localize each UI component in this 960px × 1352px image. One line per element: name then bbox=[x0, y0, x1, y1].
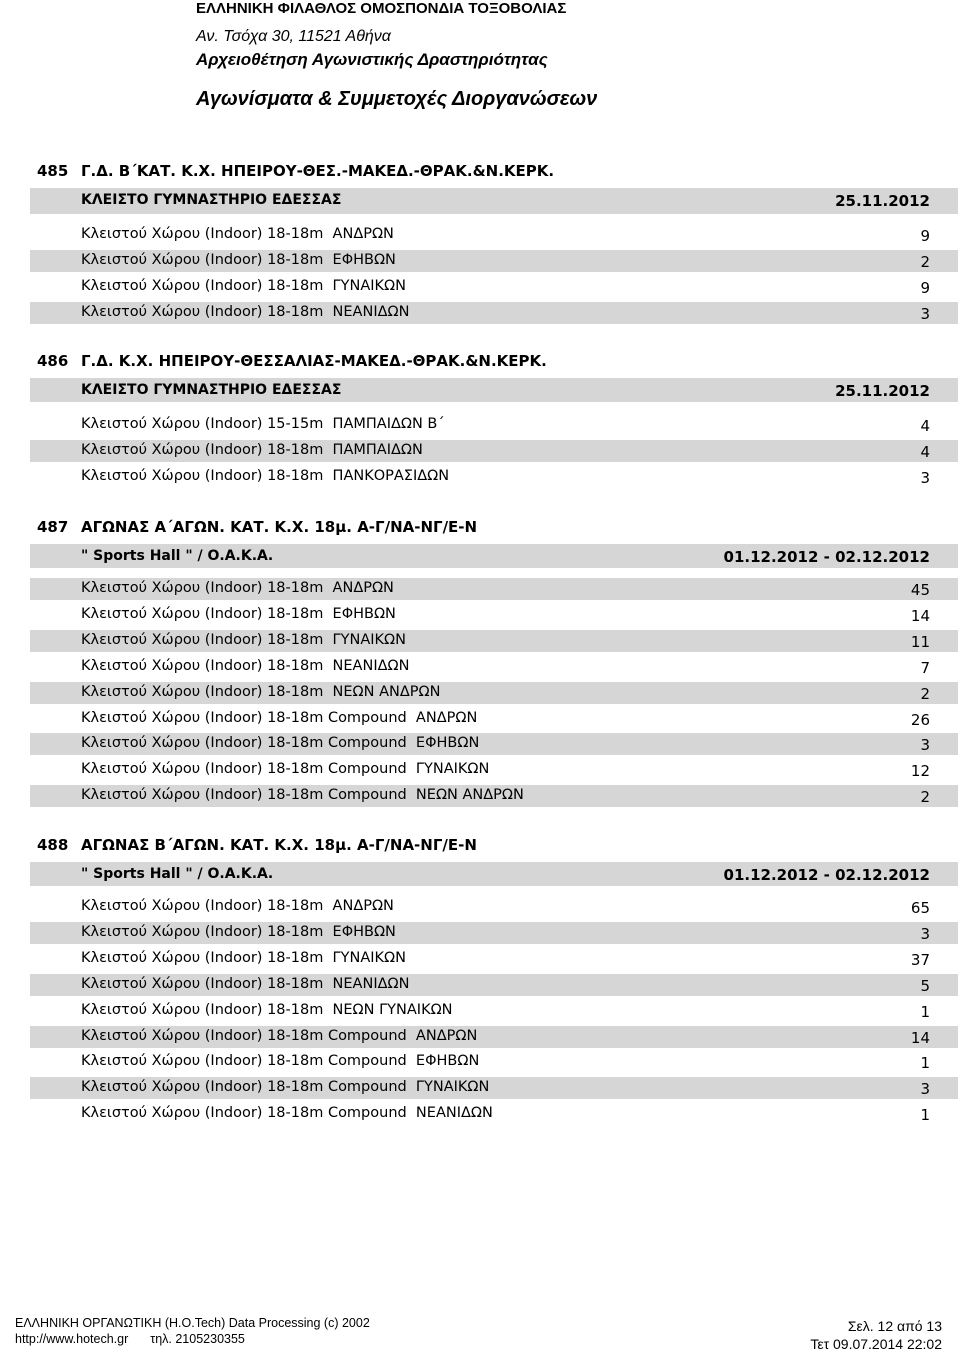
event-venue: ΚΛΕΙΣΤΟ ΓΥΜΝΑΣΤΗΡΙΟ ΕΔΕΣΣΑΣ bbox=[81, 192, 342, 208]
discipline-label: Κλειστού Χώρου (Indoor) 18-18m Compound ΝΕΑΝΙΔΩΝ bbox=[81, 1105, 493, 1121]
participant-count: 45 bbox=[910, 581, 930, 599]
participant-count: 5 bbox=[920, 977, 930, 995]
discipline-row bbox=[30, 1000, 930, 1022]
section-title: Αγωνίσματα & Συμμετοχές Διοργανώσεων bbox=[196, 88, 598, 110]
event-name: Γ.Δ. Κ.Χ. ΗΠΕΙΡΟΥ-ΘΕΣΣΑΛΙΑΣ-ΜΑΚΕΔ.-ΘΡΑΚ.&Ν.ΚΕΡΚ. bbox=[81, 352, 547, 370]
discipline-label: Κλειστού Χώρου (Indoor) 18-18m ΝΕΩΝ ΑΝΔΡΩΝ bbox=[81, 684, 441, 700]
print-timestamp: Τετ 09.07.2014 22:02 bbox=[810, 1336, 942, 1352]
discipline-row bbox=[30, 224, 930, 246]
event-name: ΑΓΩΝΑΣ Α΄ΑΓΩΝ. ΚΑΤ. Κ.Χ. 18μ. Α-Γ/ΝΑ-ΝΓ/Ε-Ν bbox=[81, 518, 478, 536]
event-venue: " Sports Hall " / Ο.Α.Κ.Α. bbox=[81, 548, 274, 564]
participant-count: 3 bbox=[920, 925, 930, 943]
participant-count: 26 bbox=[910, 711, 930, 729]
report-subtitle: Αρχειοθέτηση Αγωνιστικής Δραστηριότητας bbox=[196, 50, 548, 69]
discipline-row bbox=[30, 733, 958, 755]
footer-phone: τηλ. 2105230355 bbox=[150, 1332, 245, 1346]
discipline-row bbox=[30, 276, 930, 298]
discipline-label: Κλειστού Χώρου (Indoor) 18-18m ΑΝΔΡΩΝ bbox=[81, 898, 394, 914]
footer-contact bbox=[15, 1332, 245, 1346]
participant-count: 65 bbox=[910, 899, 930, 917]
discipline-row bbox=[30, 1103, 930, 1125]
event-date: 25.11.2012 bbox=[835, 192, 930, 210]
event-title bbox=[37, 518, 477, 536]
discipline-label: Κλειστού Χώρου (Indoor) 18-18m ΕΦΗΒΩΝ bbox=[81, 924, 396, 940]
event-date: 01.12.2012 - 02.12.2012 bbox=[723, 548, 930, 566]
event-date: 01.12.2012 - 02.12.2012 bbox=[723, 866, 930, 884]
participant-count: 9 bbox=[920, 279, 930, 297]
participant-count: 4 bbox=[920, 443, 930, 461]
discipline-row bbox=[30, 414, 930, 436]
participant-count: 3 bbox=[920, 736, 930, 754]
participant-count: 37 bbox=[910, 951, 930, 969]
participant-count: 14 bbox=[910, 1029, 930, 1047]
discipline-label: Κλειστού Χώρου (Indoor) 15-15m ΠΑΜΠΑΙΔΩΝ Β΄ bbox=[81, 416, 445, 432]
federation-address: Αν. Τσόχα 30, 11521 Αθήνα bbox=[196, 28, 391, 45]
discipline-label: Κλειστού Χώρου (Indoor) 18-18m ΠΑΝΚΟΡΑΣΙΔΩΝ bbox=[81, 468, 450, 484]
discipline-row bbox=[30, 302, 958, 324]
discipline-label: Κλειστού Χώρου (Indoor) 18-18m ΓΥΝΑΙΚΩΝ bbox=[81, 950, 406, 966]
participant-count: 2 bbox=[920, 253, 930, 271]
discipline-row bbox=[30, 466, 930, 488]
event-venue: ΚΛΕΙΣΤΟ ΓΥΜΝΑΣΤΗΡΙΟ ΕΔΕΣΣΑΣ bbox=[81, 382, 342, 398]
discipline-label: Κλειστού Χώρου (Indoor) 18-18m ΠΑΜΠΑΙΔΩΝ bbox=[81, 442, 423, 458]
participant-count: 2 bbox=[920, 788, 930, 806]
participant-count: 7 bbox=[920, 659, 930, 677]
participant-count: 3 bbox=[920, 305, 930, 323]
discipline-label: Κλειστού Χώρου (Indoor) 18-18m Compound ΑΝΔΡΩΝ bbox=[81, 710, 478, 726]
discipline-row bbox=[30, 974, 958, 996]
discipline-row bbox=[30, 922, 958, 944]
participant-count: 1 bbox=[920, 1106, 930, 1124]
event-number: 488 bbox=[37, 836, 69, 854]
discipline-label: Κλειστού Χώρου (Indoor) 18-18m ΕΦΗΒΩΝ bbox=[81, 252, 396, 268]
discipline-label: Κλειστού Χώρου (Indoor) 18-18m Compound ΑΝΔΡΩΝ bbox=[81, 1028, 478, 1044]
participant-count: 4 bbox=[920, 417, 930, 435]
event-title bbox=[37, 836, 477, 854]
discipline-label: Κλειστού Χώρου (Indoor) 18-18m Compound ΕΦΗΒΩΝ bbox=[81, 1053, 480, 1069]
event-number: 487 bbox=[37, 518, 69, 536]
discipline-label: Κλειστού Χώρου (Indoor) 18-18m ΝΕΑΝΙΔΩΝ bbox=[81, 658, 410, 674]
participant-count: 14 bbox=[910, 607, 930, 625]
event-date: 25.11.2012 bbox=[835, 382, 930, 400]
discipline-row bbox=[30, 759, 930, 781]
discipline-label: Κλειστού Χώρου (Indoor) 18-18m Compound ΕΦΗΒΩΝ bbox=[81, 735, 480, 751]
discipline-row bbox=[30, 630, 958, 652]
page-number: Σελ. 12 από 13 bbox=[847, 1318, 942, 1334]
discipline-row bbox=[30, 682, 958, 704]
discipline-label: Κλειστού Χώρου (Indoor) 18-18m ΕΦΗΒΩΝ bbox=[81, 606, 396, 622]
discipline-row bbox=[30, 656, 930, 678]
discipline-label: Κλειστού Χώρου (Indoor) 18-18m ΝΕΩΝ ΓΥΝΑΙΚΩΝ bbox=[81, 1002, 453, 1018]
participant-count: 3 bbox=[920, 1080, 930, 1098]
participant-count: 3 bbox=[920, 469, 930, 487]
discipline-row bbox=[30, 896, 930, 918]
event-number: 486 bbox=[37, 352, 69, 370]
discipline-label: Κλειστού Χώρου (Indoor) 18-18m Compound ΓΥΝΑΙΚΩΝ bbox=[81, 1079, 490, 1095]
discipline-label: Κλειστού Χώρου (Indoor) 18-18m ΑΝΔΡΩΝ bbox=[81, 580, 394, 596]
discipline-row bbox=[30, 1026, 958, 1048]
discipline-row bbox=[30, 578, 958, 600]
participant-count: 9 bbox=[920, 227, 930, 245]
participant-count: 11 bbox=[910, 633, 930, 651]
discipline-label: Κλειστού Χώρου (Indoor) 18-18m ΓΥΝΑΙΚΩΝ bbox=[81, 632, 406, 648]
discipline-label: Κλειστού Χώρου (Indoor) 18-18m ΑΝΔΡΩΝ bbox=[81, 226, 394, 242]
event-name: Γ.Δ. Β΄ΚΑΤ. Κ.Χ. ΗΠΕΙΡΟΥ-ΘΕΣ.-ΜΑΚΕΔ.-ΘΡΑΚ.&Ν.ΚΕΡΚ. bbox=[81, 162, 555, 180]
discipline-label: Κλειστού Χώρου (Indoor) 18-18m ΝΕΑΝΙΔΩΝ bbox=[81, 304, 410, 320]
discipline-label: Κλειστού Χώρου (Indoor) 18-18m ΓΥΝΑΙΚΩΝ bbox=[81, 278, 406, 294]
participant-count: 1 bbox=[920, 1054, 930, 1072]
discipline-row bbox=[30, 785, 958, 807]
discipline-label: Κλειστού Χώρου (Indoor) 18-18m ΝΕΑΝΙΔΩΝ bbox=[81, 976, 410, 992]
event-venue: " Sports Hall " / Ο.Α.Κ.Α. bbox=[81, 866, 274, 882]
discipline-row bbox=[30, 250, 958, 272]
event-name: ΑΓΩΝΑΣ Β΄ΑΓΩΝ. ΚΑΤ. Κ.Χ. 18μ. Α-Γ/ΝΑ-ΝΓ/Ε-Ν bbox=[81, 836, 477, 854]
event-title bbox=[37, 162, 554, 180]
participant-count: 1 bbox=[920, 1003, 930, 1021]
participant-count: 2 bbox=[920, 685, 930, 703]
discipline-row bbox=[30, 604, 930, 626]
discipline-label: Κλειστού Χώρου (Indoor) 18-18m Compound ΓΥΝΑΙΚΩΝ bbox=[81, 761, 490, 777]
participant-count: 12 bbox=[910, 762, 930, 780]
discipline-row bbox=[30, 1051, 930, 1073]
footer-company: ΕΛΛΗΝΙΚΗ ΟΡΓΑΝΩΤΙΚΗ (Η.Ο.Tech) Data Processing (c) 2002 bbox=[15, 1316, 370, 1330]
federation-name: ΕΛΛΗΝΙΚΗ ΦΙΛΑΘΛΟΣ ΟΜΟΣΠΟΝΔΙΑ ΤΟΞΟΒΟΛΙΑΣ bbox=[196, 0, 567, 17]
discipline-row bbox=[30, 1077, 958, 1099]
discipline-label: Κλειστού Χώρου (Indoor) 18-18m Compound ΝΕΩΝ ΑΝΔΡΩΝ bbox=[81, 787, 524, 803]
footer-website[interactable]: http://www.hotech.gr bbox=[15, 1332, 129, 1346]
event-title bbox=[37, 352, 547, 370]
event-number: 485 bbox=[37, 162, 69, 180]
discipline-row bbox=[30, 440, 958, 462]
discipline-row bbox=[30, 948, 930, 970]
discipline-row bbox=[30, 708, 930, 730]
